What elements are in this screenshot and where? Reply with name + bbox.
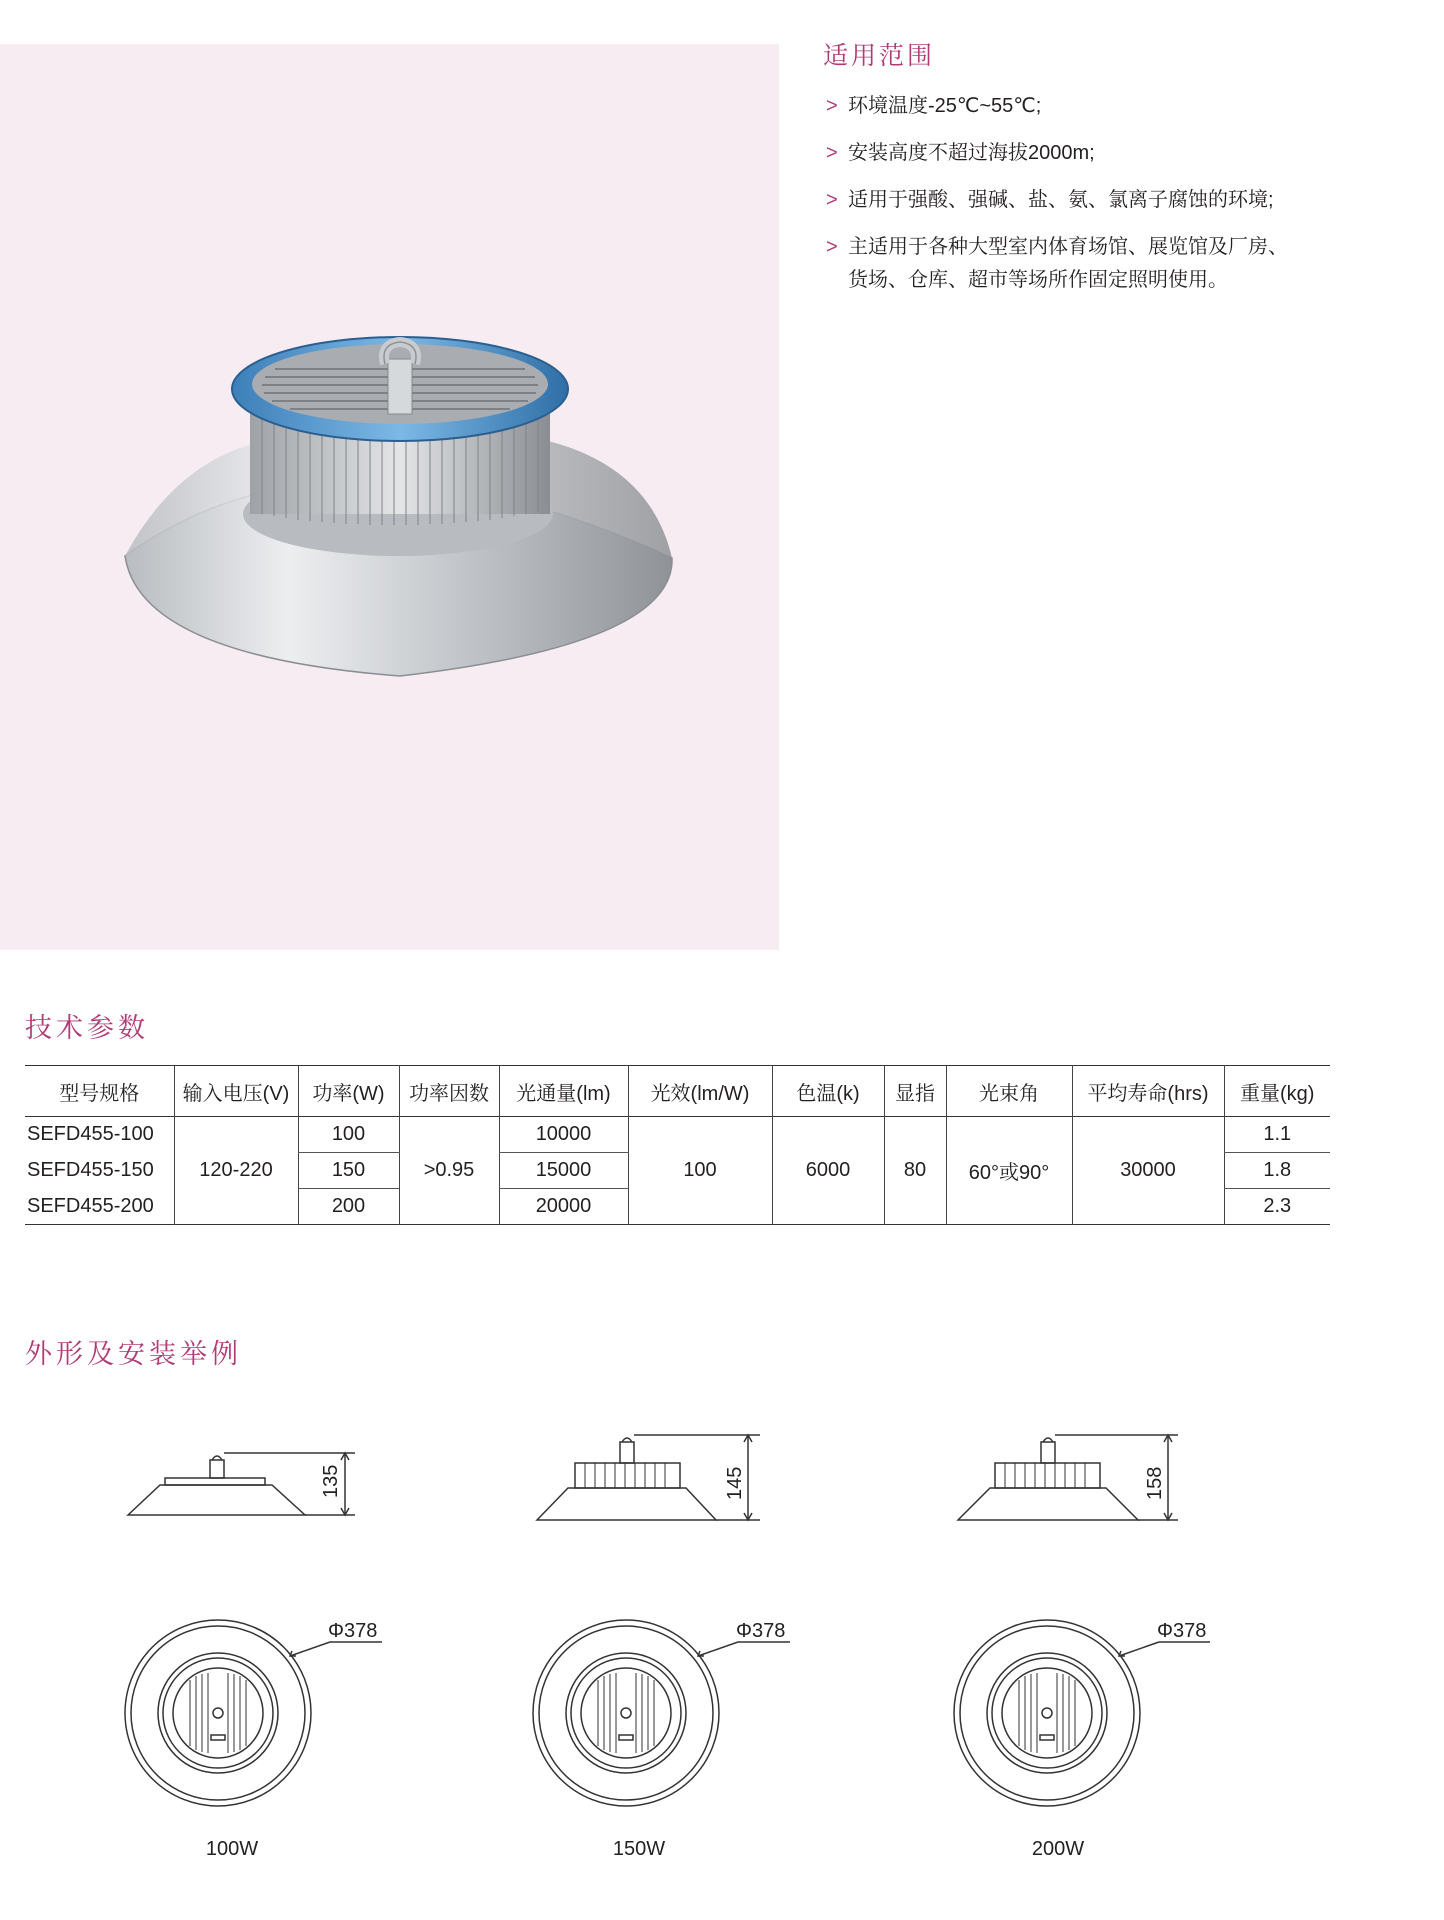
caption-100w: 100W — [205, 1838, 259, 1860]
spec-table — [25, 1065, 1330, 1225]
list-item: > 适用于强酸、强碱、盐、氨、氯离子腐蚀的环境; — [826, 189, 1274, 211]
header-power: 功率(W) — [298, 1066, 399, 1117]
header-voltage: 输入电压(V) — [174, 1066, 298, 1117]
top-view-100w — [125, 1620, 382, 1806]
cell-power: 100 — [298, 1117, 399, 1153]
bullet-arrow-icon: > — [826, 236, 838, 258]
cell-power: 150 — [298, 1153, 399, 1189]
product-photo-panel — [0, 44, 779, 950]
header-cri: 显指 — [884, 1066, 946, 1117]
cell-lifetime: 30000 — [1072, 1117, 1224, 1225]
cell-flux: 20000 — [499, 1189, 628, 1225]
bullet-arrow-icon: > — [826, 142, 838, 164]
header-power-factor: 功率因数 — [399, 1066, 499, 1117]
header-model: 型号规格 — [59, 1082, 140, 1105]
bullet-arrow-icon: > — [826, 189, 838, 211]
list-item: > 安装高度不超过海拔2000m; — [826, 142, 1095, 164]
height-dim-200w: 158 — [1144, 1466, 1166, 1500]
top-view-150w — [533, 1620, 790, 1806]
cell-voltage: 120-220 — [174, 1117, 298, 1225]
caption-200w: 200W — [1031, 1838, 1085, 1860]
list-item: > 主适用于各种大型室内体育场馆、展览馆及厂房、 — [826, 236, 1288, 258]
scope-title: 适用范围 — [823, 42, 936, 70]
top-view-200w — [954, 1620, 1210, 1806]
header-efficacy: 光效(lm/W) — [628, 1066, 772, 1117]
outline-drawings — [0, 1380, 1444, 1920]
cell-weight: 1.1 — [1224, 1117, 1330, 1153]
install-title: 外形及安装举例 — [25, 1339, 242, 1369]
cell-model: SEFD455-150 — [27, 1159, 154, 1181]
header-beam-angle: 光束角 — [946, 1066, 1072, 1117]
header-lifetime: 平均寿命(hrs) — [1072, 1066, 1224, 1117]
diameter-dim-150w: Φ378 — [736, 1620, 786, 1642]
cell-cri: 80 — [884, 1117, 946, 1225]
cell-model: SEFD455-100 — [27, 1123, 154, 1146]
list-item-continuation: 货场、仓库、超市等场所作固定照明使用。 — [848, 269, 1228, 291]
cell-flux: 10000 — [499, 1117, 628, 1153]
header-flux: 光通量(lm) — [499, 1066, 628, 1117]
side-view-100w — [128, 1453, 355, 1515]
cell-flux: 15000 — [499, 1153, 628, 1189]
cell-efficacy: 100 — [628, 1117, 772, 1225]
cell-power: 200 — [298, 1189, 399, 1225]
table-row — [25, 1117, 1330, 1153]
scope-list — [826, 94, 1288, 315]
height-dim-100w: 135 — [320, 1464, 342, 1498]
table-header-row — [25, 1066, 1330, 1117]
caption-150w: 150W — [612, 1838, 666, 1860]
cell-weight: 2.3 — [1224, 1189, 1330, 1225]
high-bay-lamp-illustration — [0, 44, 779, 950]
diameter-dim-200w: Φ378 — [1157, 1620, 1207, 1642]
header-weight: 重量(kg) — [1224, 1066, 1330, 1117]
header-cct: 色温(k) — [772, 1066, 884, 1117]
cell-weight: 1.8 — [1224, 1153, 1330, 1189]
specs-title: 技术参数 — [25, 1013, 149, 1043]
cell-beam-angle: 60°或90° — [946, 1117, 1072, 1225]
cell-model: SEFD455-200 — [27, 1194, 154, 1217]
height-dim-150w: 145 — [724, 1466, 746, 1500]
cell-power-factor: >0.95 — [399, 1117, 499, 1225]
list-item: > 环境温度-25℃~55℃; — [826, 95, 1042, 117]
diameter-dim-100w: Φ378 — [328, 1620, 378, 1642]
cell-cct: 6000 — [772, 1117, 884, 1225]
side-view-200w — [958, 1435, 1178, 1520]
side-view-150w — [537, 1435, 760, 1520]
bullet-arrow-icon: > — [826, 95, 838, 117]
